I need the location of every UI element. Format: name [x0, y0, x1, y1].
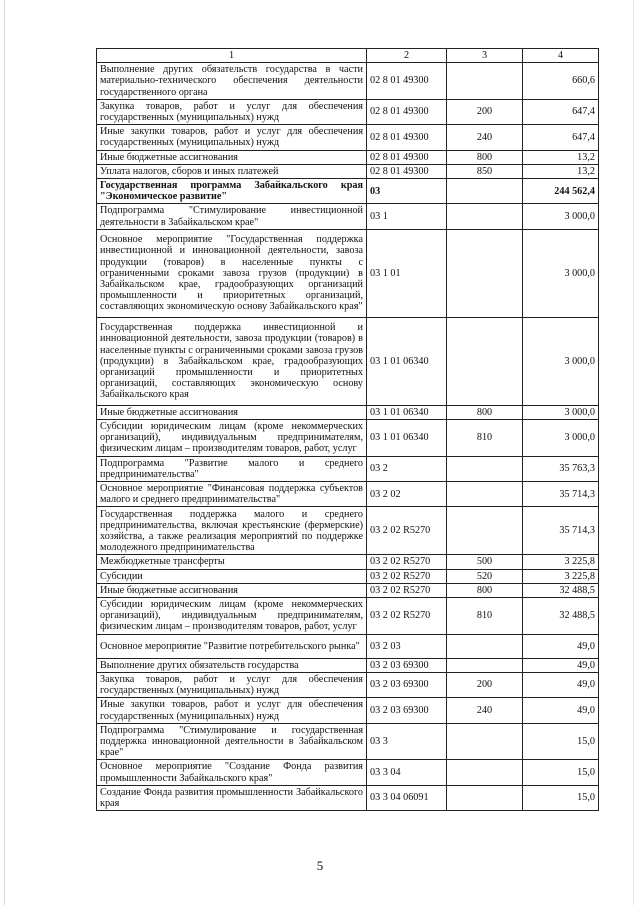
- table-row: [97, 634, 599, 658]
- row-sum-cell: 35 714,3: [523, 482, 599, 507]
- table-row: [97, 569, 599, 583]
- row-code-cell: 03 1: [367, 204, 447, 229]
- row-name-cell: Подпрограмма "Стимулирование и государственная поддержка инновационной деятельности в Забайкальском крае": [97, 723, 367, 760]
- row-code-cell: 02 8 01 49300: [367, 150, 447, 164]
- row-sum-cell: 647,4: [523, 99, 599, 124]
- row-expense-type-cell: 520: [447, 569, 523, 583]
- row-sum-cell: 3 225,8: [523, 555, 599, 569]
- table-row: [97, 723, 599, 760]
- table-header-row: [97, 49, 599, 63]
- column-header-3: 3: [447, 49, 523, 63]
- row-code-cell: 03 2: [367, 456, 447, 481]
- table-row: [97, 179, 599, 204]
- table-row: [97, 785, 599, 810]
- table-row: [97, 583, 599, 597]
- row-sum-cell: 13,2: [523, 150, 599, 164]
- row-sum-cell: 3 000,0: [523, 405, 599, 419]
- scan-edge-left: [4, 0, 5, 905]
- row-name-cell: Иные закупки товаров, работ и услуг для обеспечения государственных (муниципальных) нужд: [97, 698, 367, 723]
- column-header-2: 2: [367, 49, 447, 63]
- row-code-cell: 03 2 03 69300: [367, 658, 447, 672]
- row-code-cell: 03 2 03: [367, 634, 447, 658]
- row-sum-cell: 49,0: [523, 658, 599, 672]
- scan-edge-right: [633, 0, 634, 905]
- row-sum-cell: 647,4: [523, 125, 599, 150]
- row-expense-type-cell: [447, 317, 523, 405]
- row-sum-cell: 13,2: [523, 164, 599, 178]
- row-expense-type-cell: 810: [447, 420, 523, 457]
- row-expense-type-cell: [447, 204, 523, 229]
- row-name-cell: Закупка товаров, работ и услуг для обеспечения государственных (муниципальных) нужд: [97, 672, 367, 697]
- row-name-cell: Создание Фонда развития промышленности Забайкальского края: [97, 785, 367, 810]
- row-name-cell: Выполнение других обязательств государства в части материально-технического обеспечения деятельности государственного органа: [97, 63, 367, 100]
- row-code-cell: 03 1 01 06340: [367, 405, 447, 419]
- row-code-cell: 03 1 01 06340: [367, 317, 447, 405]
- row-sum-cell: 15,0: [523, 785, 599, 810]
- table-row: [97, 456, 599, 481]
- table-row: [97, 164, 599, 178]
- table-row: [97, 482, 599, 507]
- row-name-cell: Иные закупки товаров, работ и услуг для обеспечения государственных (муниципальных) нужд: [97, 125, 367, 150]
- column-header-4: 4: [523, 49, 599, 63]
- table-row: [97, 420, 599, 457]
- row-name-cell: Основное мероприятие "Государственная поддержка инвестиционной и инновационной деятельности, завоза продукции (товаров) в населенные пункты с ограниченными сроками завоза грузов (продукции) в Забайкальском крае, градообразующих организаций промышленности и приоритетных организаций, составляющих экономическую основу Забайкальского края": [97, 229, 367, 317]
- row-sum-cell: 3 000,0: [523, 204, 599, 229]
- row-sum-cell: 35 763,3: [523, 456, 599, 481]
- row-sum-cell: 15,0: [523, 723, 599, 760]
- row-name-cell: Подпрограмма "Стимулирование инвестиционной деятельности в Забайкальском крае": [97, 204, 367, 229]
- row-sum-cell: 49,0: [523, 672, 599, 697]
- budget-table-body: [97, 49, 599, 811]
- table-row: [97, 63, 599, 100]
- row-expense-type-cell: 200: [447, 99, 523, 124]
- row-expense-type-cell: [447, 658, 523, 672]
- row-code-cell: 03 3: [367, 723, 447, 760]
- row-expense-type-cell: 800: [447, 150, 523, 164]
- row-code-cell: 03 2 03 69300: [367, 698, 447, 723]
- row-name-cell: Основное мероприятие "Развитие потребительского рынка": [97, 634, 367, 658]
- row-sum-cell: 32 488,5: [523, 598, 599, 635]
- budget-table: [96, 48, 599, 811]
- row-expense-type-cell: 240: [447, 698, 523, 723]
- row-expense-type-cell: 200: [447, 672, 523, 697]
- row-sum-cell: 49,0: [523, 698, 599, 723]
- row-expense-type-cell: [447, 785, 523, 810]
- row-expense-type-cell: [447, 760, 523, 785]
- row-name-cell: Иные бюджетные ассигнования: [97, 405, 367, 419]
- row-code-cell: 03 2 02 R5270: [367, 569, 447, 583]
- row-name-cell: Субсидии юридическим лицам (кроме некоммерческих организаций), индивидуальным предпринимателям, физическим лицам – производителям товаров, работ, услуг: [97, 598, 367, 635]
- table-row: [97, 204, 599, 229]
- row-code-cell: 03 2 02 R5270: [367, 598, 447, 635]
- row-expense-type-cell: [447, 723, 523, 760]
- row-name-cell: Уплата налогов, сборов и иных платежей: [97, 164, 367, 178]
- row-sum-cell: 32 488,5: [523, 583, 599, 597]
- table-row: [97, 125, 599, 150]
- table-row: [97, 317, 599, 405]
- row-name-cell: Основное мероприятие "Финансовая поддержка субъектов малого и среднего предпринимательства": [97, 482, 367, 507]
- table-row: [97, 99, 599, 124]
- row-sum-cell: 3 225,8: [523, 569, 599, 583]
- row-sum-cell: 3 000,0: [523, 229, 599, 317]
- row-code-cell: 02 8 01 49300: [367, 63, 447, 100]
- row-expense-type-cell: [447, 229, 523, 317]
- row-expense-type-cell: [447, 179, 523, 204]
- table-row: [97, 555, 599, 569]
- row-sum-cell: 3 000,0: [523, 317, 599, 405]
- row-code-cell: 03 2 02: [367, 482, 447, 507]
- row-expense-type-cell: [447, 634, 523, 658]
- row-sum-cell: 35 714,3: [523, 507, 599, 555]
- row-name-cell: Выполнение других обязательств государства: [97, 658, 367, 672]
- row-name-cell: Субсидии: [97, 569, 367, 583]
- row-expense-type-cell: 800: [447, 405, 523, 419]
- row-name-cell: Иные бюджетные ассигнования: [97, 583, 367, 597]
- row-expense-type-cell: [447, 482, 523, 507]
- row-code-cell: 02 8 01 49300: [367, 164, 447, 178]
- row-name-cell: Межбюджетные трансферты: [97, 555, 367, 569]
- row-code-cell: 03 2 02 R5270: [367, 583, 447, 597]
- table-row: [97, 598, 599, 635]
- table-row: [97, 698, 599, 723]
- row-name-cell: Государственная поддержка малого и среднего предпринимательства, включая крестьянские (фермерские) хозяйства, а также реализация мероприятий по поддержке молодежного предпринимательства: [97, 507, 367, 555]
- row-code-cell: 02 8 01 49300: [367, 99, 447, 124]
- table-row: [97, 229, 599, 317]
- row-expense-type-cell: [447, 507, 523, 555]
- row-sum-cell: 15,0: [523, 760, 599, 785]
- row-sum-cell: 244 562,4: [523, 179, 599, 204]
- row-expense-type-cell: [447, 63, 523, 100]
- row-code-cell: 03 3 04 06091: [367, 785, 447, 810]
- row-expense-type-cell: [447, 456, 523, 481]
- row-name-cell: Закупка товаров, работ и услуг для обеспечения государственных (муниципальных) нужд: [97, 99, 367, 124]
- table-row: [97, 760, 599, 785]
- row-code-cell: 03 2 03 69300: [367, 672, 447, 697]
- row-sum-cell: 3 000,0: [523, 420, 599, 457]
- row-code-cell: 02 8 01 49300: [367, 125, 447, 150]
- row-expense-type-cell: 800: [447, 583, 523, 597]
- column-header-1: 1: [97, 49, 367, 63]
- row-code-cell: 03 1 01 06340: [367, 420, 447, 457]
- table-row: [97, 507, 599, 555]
- row-name-cell: Государственная программа Забайкальского края "Экономическое развитие": [97, 179, 367, 204]
- table-row: [97, 658, 599, 672]
- row-name-cell: Подпрограмма "Развитие малого и среднего предпринимательства": [97, 456, 367, 481]
- page-number: 5: [316, 858, 324, 873]
- row-code-cell: 03 1 01: [367, 229, 447, 317]
- row-expense-type-cell: 810: [447, 598, 523, 635]
- table-row: [97, 150, 599, 164]
- row-code-cell: 03 2 02 R5270: [367, 507, 447, 555]
- row-code-cell: 03: [367, 179, 447, 204]
- table-row: [97, 405, 599, 419]
- row-expense-type-cell: 240: [447, 125, 523, 150]
- row-expense-type-cell: 500: [447, 555, 523, 569]
- row-name-cell: Государственная поддержка инвестиционной и инновационной деятельности, завоза продукции (товаров) в населенные пункты с ограниченными сроками завоза грузов (продукции) в Забайкальском крае, градообразующих организаций промышленности и приоритетных организаций, составляющих экономическую основу Забайкальского края: [97, 317, 367, 405]
- row-expense-type-cell: 850: [447, 164, 523, 178]
- table-row: [97, 672, 599, 697]
- row-sum-cell: 660,6: [523, 63, 599, 100]
- row-code-cell: 03 3 04: [367, 760, 447, 785]
- row-code-cell: 03 2 02 R5270: [367, 555, 447, 569]
- row-name-cell: Субсидии юридическим лицам (кроме некоммерческих организаций), индивидуальным предпринимателям, физическим лицам – производителям товаров, работ, услуг: [97, 420, 367, 457]
- row-sum-cell: 49,0: [523, 634, 599, 658]
- row-name-cell: Основное мероприятие "Создание Фонда развития промышленности Забайкальского края": [97, 760, 367, 785]
- row-name-cell: Иные бюджетные ассигнования: [97, 150, 367, 164]
